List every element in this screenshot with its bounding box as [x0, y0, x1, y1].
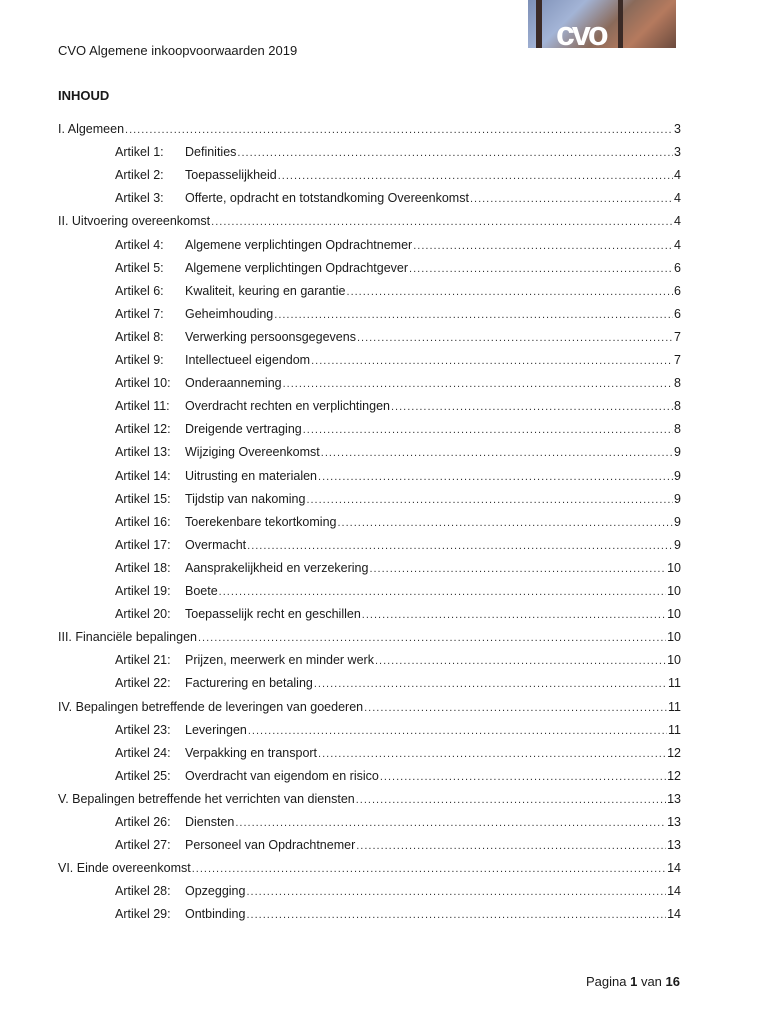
toc-entry-title: Overdracht van eigendom en risico	[185, 768, 379, 783]
toc-entry-title: Geheimhouding	[185, 306, 274, 321]
toc-article-number: Artikel 27:	[115, 838, 171, 853]
toc-page-number: 11	[668, 699, 681, 714]
toc-entry-title: Opzegging	[185, 884, 246, 899]
toc-leader-dots	[248, 723, 667, 739]
toc-section-row[interactable]	[58, 791, 681, 808]
toc-article-number: Artikel 25:	[115, 768, 171, 783]
toc-section-row[interactable]	[58, 629, 681, 646]
toc-article-number: Artikel 7:	[115, 306, 164, 321]
toc-article-row[interactable]	[115, 491, 681, 508]
toc-entry-title: V. Bepalingen betreffende het verrichten van diensten	[58, 791, 355, 806]
toc-section-row[interactable]	[58, 860, 681, 877]
toc-article-number: Artikel 18:	[115, 560, 171, 575]
toc-section-row[interactable]	[58, 213, 681, 230]
toc-article-row[interactable]	[115, 375, 681, 392]
toc-entry-title: Ontbinding	[185, 907, 246, 922]
toc-article-number: Artikel 5:	[115, 260, 164, 275]
toc-entry-title: Aansprakelijkheid en verzekering	[185, 560, 369, 575]
toc-leader-dots	[283, 376, 673, 392]
toc-entry-title: Facturering en betaling	[185, 676, 313, 691]
toc-article-row[interactable]	[115, 652, 681, 669]
toc-page-number: 13	[667, 791, 681, 806]
toc-page-number: 10	[667, 630, 681, 645]
toc-page-number: 9	[674, 491, 681, 506]
toc-page-number: 10	[667, 584, 681, 598]
toc-article-number: Artikel 14:	[115, 468, 171, 483]
toc-section-row[interactable]	[58, 121, 681, 138]
toc-entry-title: Toepasselijkheid	[185, 168, 277, 183]
toc-entry-title: Prijzen, meerwerk en minder werk	[185, 653, 374, 668]
toc-entry-title: III. Financiële bepalingen	[58, 630, 197, 645]
toc-page-number: 8	[674, 422, 681, 437]
toc-leader-dots	[237, 145, 673, 161]
toc-leader-dots	[375, 653, 666, 669]
toc-page-number: 14	[667, 884, 681, 899]
toc-entry-title: Intellectueel eigendom	[185, 353, 311, 367]
toc-page-number: 12	[667, 768, 681, 783]
toc-article-row[interactable]	[115, 883, 681, 900]
toc-leader-dots	[306, 492, 673, 508]
toc-entry-title: Toepasselijk recht en geschillen	[185, 607, 361, 622]
toc-article-number: Artikel 4:	[115, 237, 164, 252]
toc-page-number: 7	[674, 353, 681, 367]
toc-entry-title: Onderaanneming	[185, 376, 282, 391]
toc-article-number: Artikel 19:	[115, 584, 171, 598]
toc-leader-dots	[246, 884, 666, 900]
toc-article-number: Artikel 17:	[115, 537, 171, 552]
toc-article-row[interactable]	[115, 144, 681, 161]
toc-entry-title: Boete	[185, 584, 218, 598]
toc-article-number: Artikel 12:	[115, 422, 171, 437]
toc-article-number: Artikel 20:	[115, 607, 171, 622]
toc-leader-dots	[391, 399, 673, 415]
toc-leader-dots	[409, 261, 673, 277]
toc-article-row[interactable]	[115, 237, 681, 254]
document-header: CVO Algemene inkoopvoorwaarden 2019	[58, 43, 298, 58]
footer-total-pages: 16	[665, 974, 680, 989]
toc-leader-dots	[362, 607, 666, 623]
toc-article-row[interactable]	[115, 444, 681, 461]
toc-leader-dots	[219, 584, 666, 600]
toc-article-row[interactable]	[115, 837, 681, 854]
toc-leader-dots	[274, 307, 673, 323]
toc-leader-dots	[347, 284, 674, 300]
toc-entry-title: Toerekenbare tekortkoming	[185, 514, 337, 529]
toc-entry-title: Algemene verplichtingen Opdrachtnemer	[185, 237, 413, 252]
toc-leader-dots	[198, 630, 666, 646]
toc-article-row[interactable]	[115, 906, 681, 923]
toc-leader-dots	[278, 168, 673, 184]
toc-article-number: Artikel 16:	[115, 514, 171, 529]
toc-leader-dots	[413, 238, 673, 254]
toc-page-number: 12	[667, 745, 681, 760]
toc-leader-dots	[380, 769, 666, 785]
toc-leader-dots	[211, 214, 673, 230]
toc-leader-dots	[303, 422, 673, 438]
toc-article-number: Artikel 2:	[115, 168, 164, 183]
toc-entry-title: Kwaliteit, keuring en garantie	[185, 283, 346, 298]
toc-article-number: Artikel 23:	[115, 722, 171, 737]
toc-article-row[interactable]	[115, 583, 681, 600]
toc-leader-dots	[125, 122, 673, 138]
toc-page-number: 11	[668, 722, 681, 737]
toc-entry-title: Verwerking persoonsgegevens	[185, 329, 356, 344]
footer-separator: van	[640, 974, 662, 989]
toc-page-number: 4	[674, 214, 681, 229]
toc-article-row[interactable]	[115, 421, 681, 438]
toc-page-number: 9	[674, 445, 681, 460]
toc-article-number: Artikel 13:	[115, 445, 171, 460]
toc-article-number: Artikel 9:	[115, 353, 164, 367]
toc-page-number: 4	[674, 191, 681, 206]
toc-article-row[interactable]	[115, 722, 681, 739]
toc-article-row[interactable]	[115, 260, 681, 277]
toc-leader-dots	[321, 445, 673, 461]
toc-article-row[interactable]	[115, 306, 681, 323]
toc-entry-title: I. Algemeen	[58, 122, 125, 136]
toc-page-number: 13	[667, 815, 681, 829]
toc-article-row[interactable]	[115, 514, 681, 531]
toc-page-number: 4	[674, 237, 681, 252]
toc-leader-dots	[314, 676, 667, 692]
toc-article-number: Artikel 29:	[115, 907, 171, 922]
toc-article-number: Artikel 26:	[115, 815, 171, 829]
toc-article-row[interactable]	[115, 283, 681, 300]
toc-leader-dots	[318, 469, 673, 485]
footer-label: Pagina	[585, 974, 627, 989]
toc-article-row[interactable]	[115, 398, 681, 415]
toc-entry-title: Offerte, opdracht en totstandkoming Overeenkomst	[185, 191, 469, 206]
toc-page-number: 14	[667, 907, 681, 922]
toc-page-number: 10	[667, 653, 681, 668]
toc-entry-title: Tijdstip van nakoming	[185, 491, 306, 506]
toc-article-row[interactable]	[115, 675, 681, 692]
toc-leader-dots	[247, 538, 673, 554]
toc-leader-dots	[246, 907, 666, 923]
toc-leader-dots	[318, 746, 666, 762]
toc-entry-title: Dreigende vertraging	[185, 422, 302, 437]
toc-article-number: Artikel 3:	[115, 191, 164, 206]
toc-article-row[interactable]	[115, 814, 681, 831]
toc-page-number: 7	[674, 329, 681, 344]
toc-title: INHOUD	[58, 88, 110, 103]
toc-entry-title: IV. Bepalingen betreffende de leveringen van goederen	[58, 699, 364, 714]
toc-entry-title: Overmacht	[185, 537, 247, 552]
toc-page-number: 10	[667, 607, 681, 622]
toc-entry-title: Leveringen	[185, 722, 247, 737]
toc-article-number: Artikel 21:	[115, 653, 171, 668]
toc-leader-dots	[356, 792, 666, 808]
toc-article-row[interactable]	[115, 606, 681, 623]
toc-leader-dots	[235, 815, 666, 831]
toc-page-number: 4	[674, 168, 681, 183]
toc-entry-title: Personeel van Opdrachtnemer	[185, 838, 356, 853]
toc-entry-title: Diensten	[185, 815, 235, 829]
toc-article-number: Artikel 1:	[115, 145, 164, 160]
toc-entry-title: Definities	[185, 145, 237, 160]
toc-entry-title: Verpakking en transport	[185, 745, 318, 760]
toc-leader-dots	[337, 515, 673, 531]
toc-leader-dots	[369, 561, 666, 577]
toc-article-number: Artikel 10:	[115, 376, 171, 391]
toc-leader-dots	[192, 861, 666, 877]
toc-page-number: 9	[674, 514, 681, 529]
toc-article-number: Artikel 6:	[115, 283, 164, 298]
toc-page-number: 10	[667, 560, 681, 575]
toc-article-number: Artikel 24:	[115, 745, 171, 760]
toc-leader-dots	[470, 191, 673, 207]
toc-page-number: 6	[674, 260, 681, 275]
logo-text: cvo	[556, 15, 606, 48]
toc-article-row[interactable]	[115, 352, 681, 369]
toc-article-number: Artikel 22:	[115, 676, 171, 691]
toc-page-number: 11	[668, 676, 681, 691]
toc-section-row[interactable]	[58, 699, 681, 716]
toc-article-row[interactable]	[115, 768, 681, 785]
toc-article-row[interactable]	[115, 468, 681, 485]
toc-article-row[interactable]	[115, 560, 681, 577]
toc-page-number: 14	[667, 861, 681, 876]
toc-article-row[interactable]	[115, 537, 681, 554]
toc-page-number: 6	[674, 306, 681, 321]
toc-article-number: Artikel 11:	[115, 399, 170, 414]
page-footer	[560, 974, 680, 990]
toc-page-number: 3	[674, 145, 681, 160]
toc-article-number: Artikel 28:	[115, 884, 171, 899]
toc-leader-dots	[311, 353, 673, 369]
toc-leader-dots	[357, 330, 673, 346]
footer-current-page: 1	[630, 974, 638, 989]
toc-page-number: 9	[674, 537, 681, 552]
toc-page-number: 8	[674, 376, 681, 391]
toc-article-row[interactable]	[115, 329, 681, 346]
toc-page-number: 9	[674, 468, 681, 483]
toc-entry-title: II. Uitvoering overeenkomst	[58, 214, 211, 229]
toc-entry-title: VI. Einde overeenkomst	[58, 861, 191, 876]
toc-leader-dots	[364, 700, 667, 716]
toc-entry-title: Algemene verplichtingen Opdrachtgever	[185, 260, 409, 275]
toc-page-number: 6	[674, 283, 681, 298]
toc-article-number: Artikel 15:	[115, 491, 171, 506]
toc-article-row[interactable]	[115, 745, 681, 762]
toc-article-number: Artikel 8:	[115, 329, 164, 344]
toc-article-row[interactable]	[115, 167, 681, 184]
toc-entry-title: Wijziging Overeenkomst	[185, 445, 320, 460]
toc-leader-dots	[356, 838, 666, 854]
toc-article-row[interactable]	[115, 190, 681, 207]
toc-entry-title: Overdracht rechten en verplichtingen	[185, 399, 390, 414]
toc-page-number: 13	[667, 838, 681, 853]
toc-page-number: 3	[674, 122, 681, 136]
toc-page-number: 8	[674, 399, 681, 414]
toc-entry-title: Uitrusting en materialen	[185, 468, 318, 483]
